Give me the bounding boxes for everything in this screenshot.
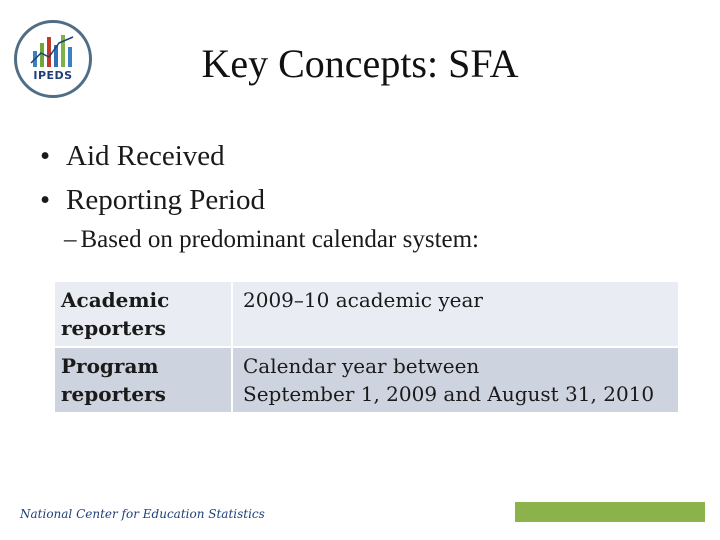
value-line-1: Calendar year between [243,354,480,378]
logo-bar-3 [47,37,51,67]
logo-bar-5 [61,35,65,67]
label-line-1: Program [61,354,159,378]
value-line-2: September 1, 2009 and August 31, 2010 [243,382,655,406]
bullet-aid-received: • Aid Received [40,134,265,178]
sub-bullet-text: Based on predominant calendar system: [80,226,479,253]
sub-bullet [64,226,479,254]
footer-text: National Center for Education Statistics [20,507,265,521]
ipeds-logo [14,20,92,98]
value-line-1: 2009–10 academic year [243,288,483,312]
reporters-table [55,282,678,412]
sub-bullet-dash: – [64,226,77,253]
logo-text: IPEDS [33,69,73,82]
table-row-academic [55,282,678,347]
logo-trend-line [31,37,73,63]
footer-accent-bar [515,502,705,522]
bar-chart-icon [17,23,89,95]
bullet-list [40,134,265,222]
table-cell-label [55,282,232,347]
logo-bar-6 [68,47,72,67]
table-cell-value [232,347,678,412]
table-cell-label [55,347,232,412]
table-row-program [55,347,678,412]
slide-title: Key Concepts: SFA [201,41,519,86]
label-line-2: reporters [61,382,166,406]
label-line-2: reporters [61,316,166,340]
label-line-1: Academic [61,288,170,312]
bullet-reporting-period: • Reporting Period [40,178,265,222]
table-cell-value [232,282,678,347]
